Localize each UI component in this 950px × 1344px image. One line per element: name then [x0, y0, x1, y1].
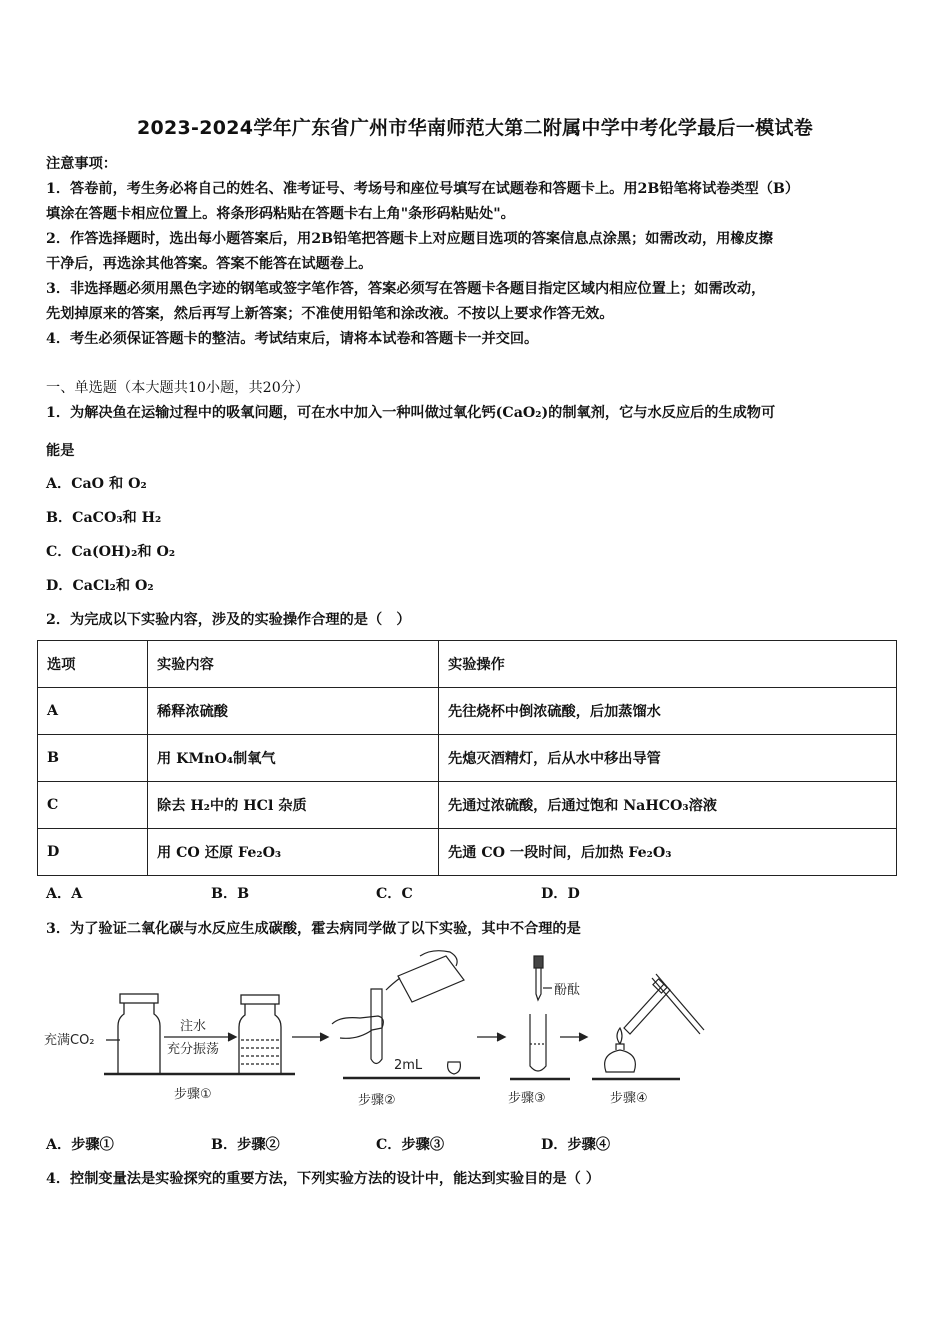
table-row — [38, 688, 897, 735]
label-phenolphthalein: 酚酞 — [554, 983, 581, 998]
q3-option-b: B．步骤② — [211, 1137, 280, 1153]
q2-option-b: B．B — [211, 886, 250, 902]
table-cell: 先通 CO 一段时间，后加热 Fe₂O₃ — [439, 829, 897, 876]
step2-label: 步骤② — [358, 1093, 396, 1108]
q2-option-d: D．D — [541, 886, 580, 902]
q3-experiment-figure — [40, 944, 720, 1119]
table-header-cell: 实验操作 — [439, 641, 897, 688]
step3-drawing — [510, 956, 570, 1079]
notes-line-7: 4．考生必须保证答题卡的整洁。考试结束后，请将本试卷和答题卡一并交回。 — [46, 331, 539, 347]
q3-stem: 3．为了验证二氧化碳与水反应生成碳酸，霍去病同学做了以下实验，其中不合理的是 — [46, 921, 581, 937]
table-cell: B — [38, 735, 148, 782]
arrow-icon — [292, 1033, 328, 1041]
table-cell: 先通过浓硫酸，后通过饱和 NaHCO₃溶液 — [439, 782, 897, 829]
notes-line-5: 3．非选择题必须用黑色字迹的钢笔或签字笔作答，答案必须写在答题卡各题目指定区域内相应位置上；如需改动， — [46, 281, 766, 297]
arrow-icon — [560, 1033, 587, 1041]
notes-line-6: 先划掉原来的答案，然后再写上新答案；不准使用铅笔和涂改液。不按以上要求作答无效。 — [46, 306, 614, 322]
table-header-cell: 选项 — [38, 641, 148, 688]
notes-line-4: 干净后，再选涂其他答案。答案不能答在试题卷上。 — [46, 256, 373, 272]
q2-stem: 2．为完成以下实验内容，涉及的实验操作合理的是（ ） — [46, 612, 411, 628]
q2-table — [37, 640, 897, 876]
notes-line-1: 1．答卷前，考生务必将自己的姓名、准考证号、考场号和座位号填写在试题卷和答题卡上。用2B铅笔将试卷类型（B） — [46, 181, 800, 197]
table-cell: 用 KMnO₄制氧气 — [148, 735, 439, 782]
table-cell: D — [38, 829, 148, 876]
q1-stem-line2: 能是 — [46, 443, 75, 459]
q3-options — [46, 1134, 610, 1154]
notes-line-3: 2．作答选择题时，选出每小题答案后，用2B铅笔把答题卡上对应题目选项的答案信息点涂黑；如需改动，用橡皮擦 — [46, 231, 773, 247]
q3-option-d: D．步骤④ — [541, 1137, 611, 1153]
q1-option-d: D．CaCl₂和 O₂ — [46, 578, 154, 594]
label-fill-co2: 充满CO₂ — [44, 1033, 95, 1048]
q2-option-a: A．A — [46, 886, 83, 902]
table-row — [38, 735, 897, 782]
label-shake: 充分振荡 — [167, 1042, 220, 1057]
q1-option-a: A．CaO 和 O₂ — [46, 476, 147, 492]
label-inject-water: 注水 — [180, 1019, 207, 1034]
q1-option-c: C．Ca(OH)₂和 O₂ — [46, 544, 176, 560]
step1-drawing — [104, 994, 295, 1074]
notes-heading: 注意事项： — [46, 156, 117, 172]
table-cell: C — [38, 782, 148, 829]
q3-option-c: C．步骤③ — [376, 1137, 445, 1153]
q2-options — [46, 883, 580, 903]
q3-option-a: A．步骤① — [46, 1137, 114, 1153]
table-cell: 先熄灭酒精灯，后从水中移出导管 — [439, 735, 897, 782]
section-heading: 一、单选题（本大题共10小题，共20分） — [46, 380, 310, 396]
table-header-row — [38, 641, 897, 688]
table-cell: 稀释浓硫酸 — [148, 688, 439, 735]
step1-label: 步骤① — [174, 1087, 212, 1102]
label-2ml: 2mL — [394, 1058, 423, 1073]
q2-option-c: C．C — [376, 886, 413, 902]
table-cell: 用 CO 还原 Fe₂O₃ — [148, 829, 439, 876]
table-row — [38, 782, 897, 829]
step4-drawing — [592, 974, 704, 1079]
page-title: 2023-2024学年广东省广州市华南师范大第二附属中学中考化学最后一模试卷 — [136, 117, 814, 139]
table-cell: 先往烧杯中倒浓硫酸，后加蒸馏水 — [439, 688, 897, 735]
table-row — [38, 829, 897, 876]
notes-line-2: 填涂在答题卡相应位置上。将条形码粘贴在答题卡右上角"条形码粘贴处"。 — [46, 206, 515, 222]
arrow-icon — [477, 1033, 505, 1041]
table-cell: 除去 H₂中的 HCl 杂质 — [148, 782, 439, 829]
q4-stem: 4．控制变量法是实验探究的重要方法，下列实验方法的设计中，能达到实验目的是（ ） — [46, 1171, 600, 1187]
step3-label: 步骤③ — [508, 1091, 546, 1106]
table-header-cell: 实验内容 — [148, 641, 439, 688]
table-cell: A — [38, 688, 148, 735]
q1-option-b: B．CaCO₃和 H₂ — [46, 510, 162, 526]
step4-label: 步骤④ — [610, 1091, 648, 1106]
q1-stem-line1: 1．为解决鱼在运输过程中的吸氧问题，可在水中加入一种叫做过氧化钙(CaO₂)的制氧剂，它与水反应后的生成物可 — [46, 405, 776, 421]
